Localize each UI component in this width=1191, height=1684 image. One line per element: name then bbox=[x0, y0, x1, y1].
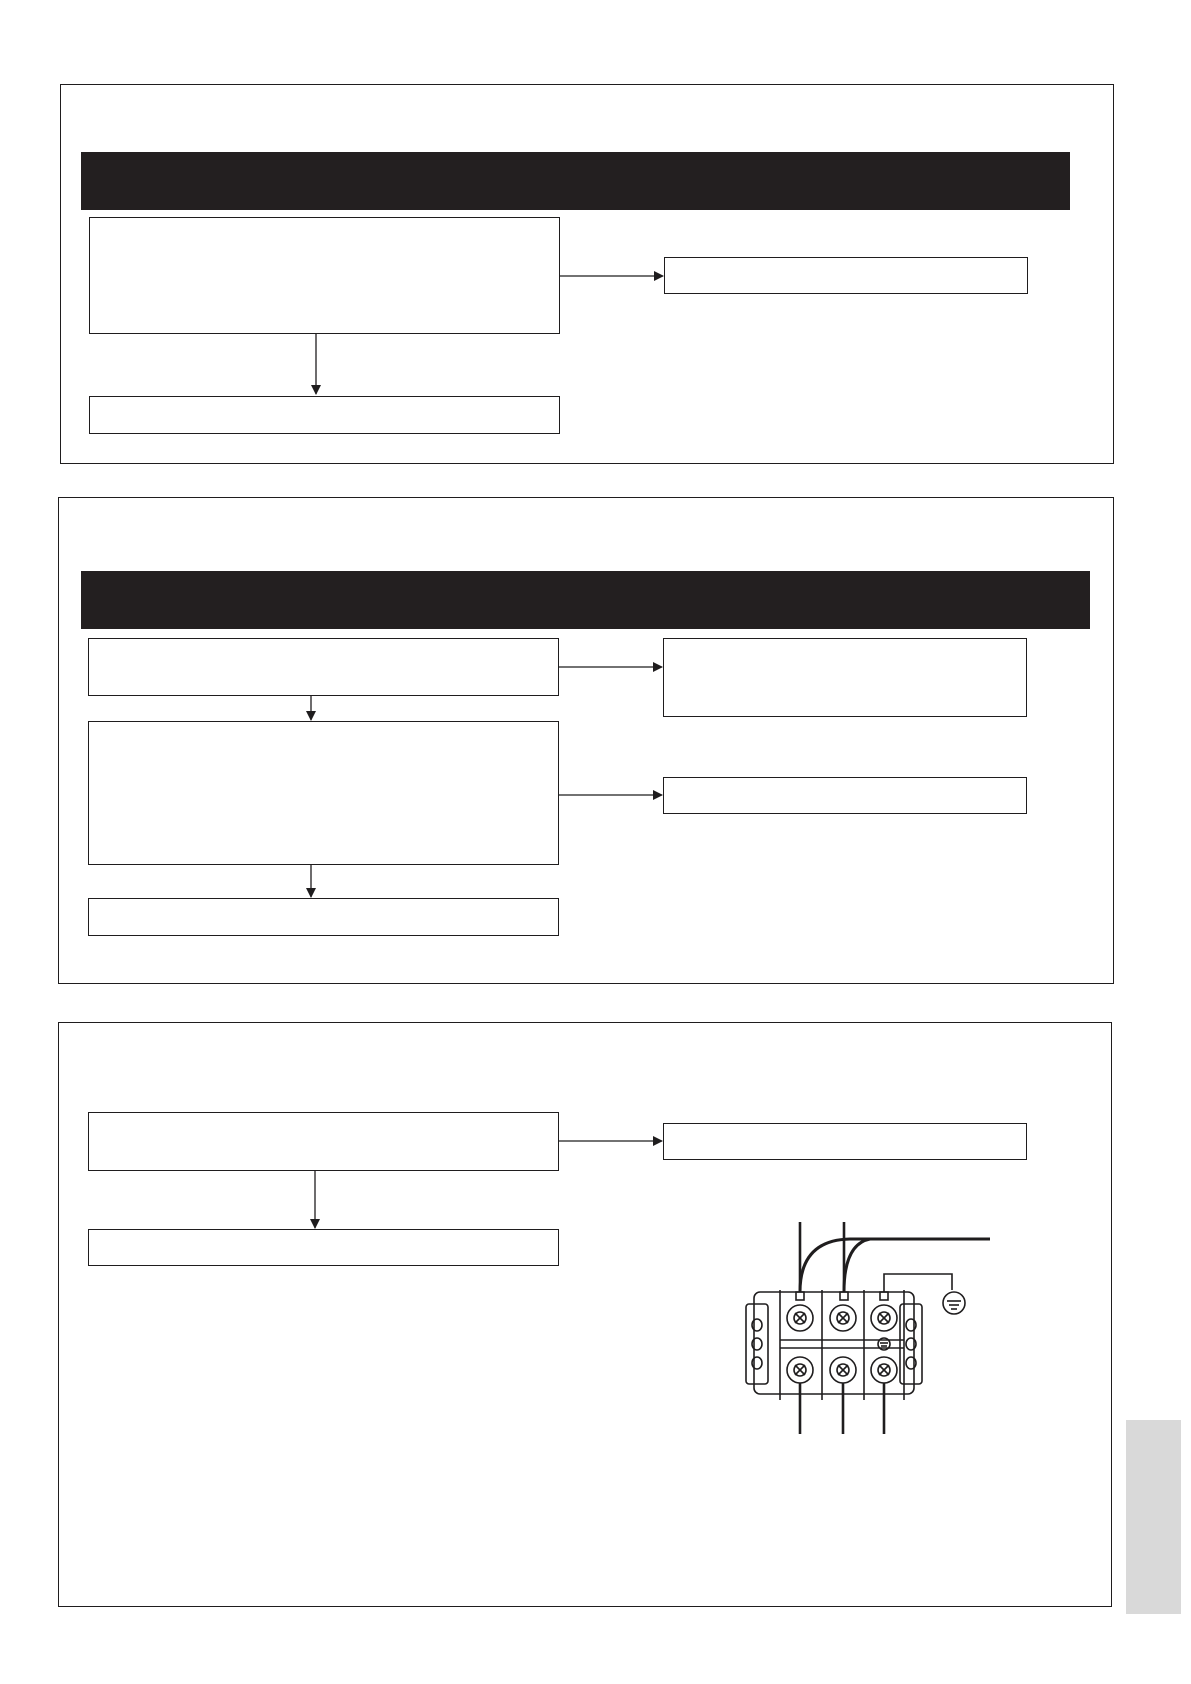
terminal-block-icon bbox=[746, 1222, 990, 1434]
